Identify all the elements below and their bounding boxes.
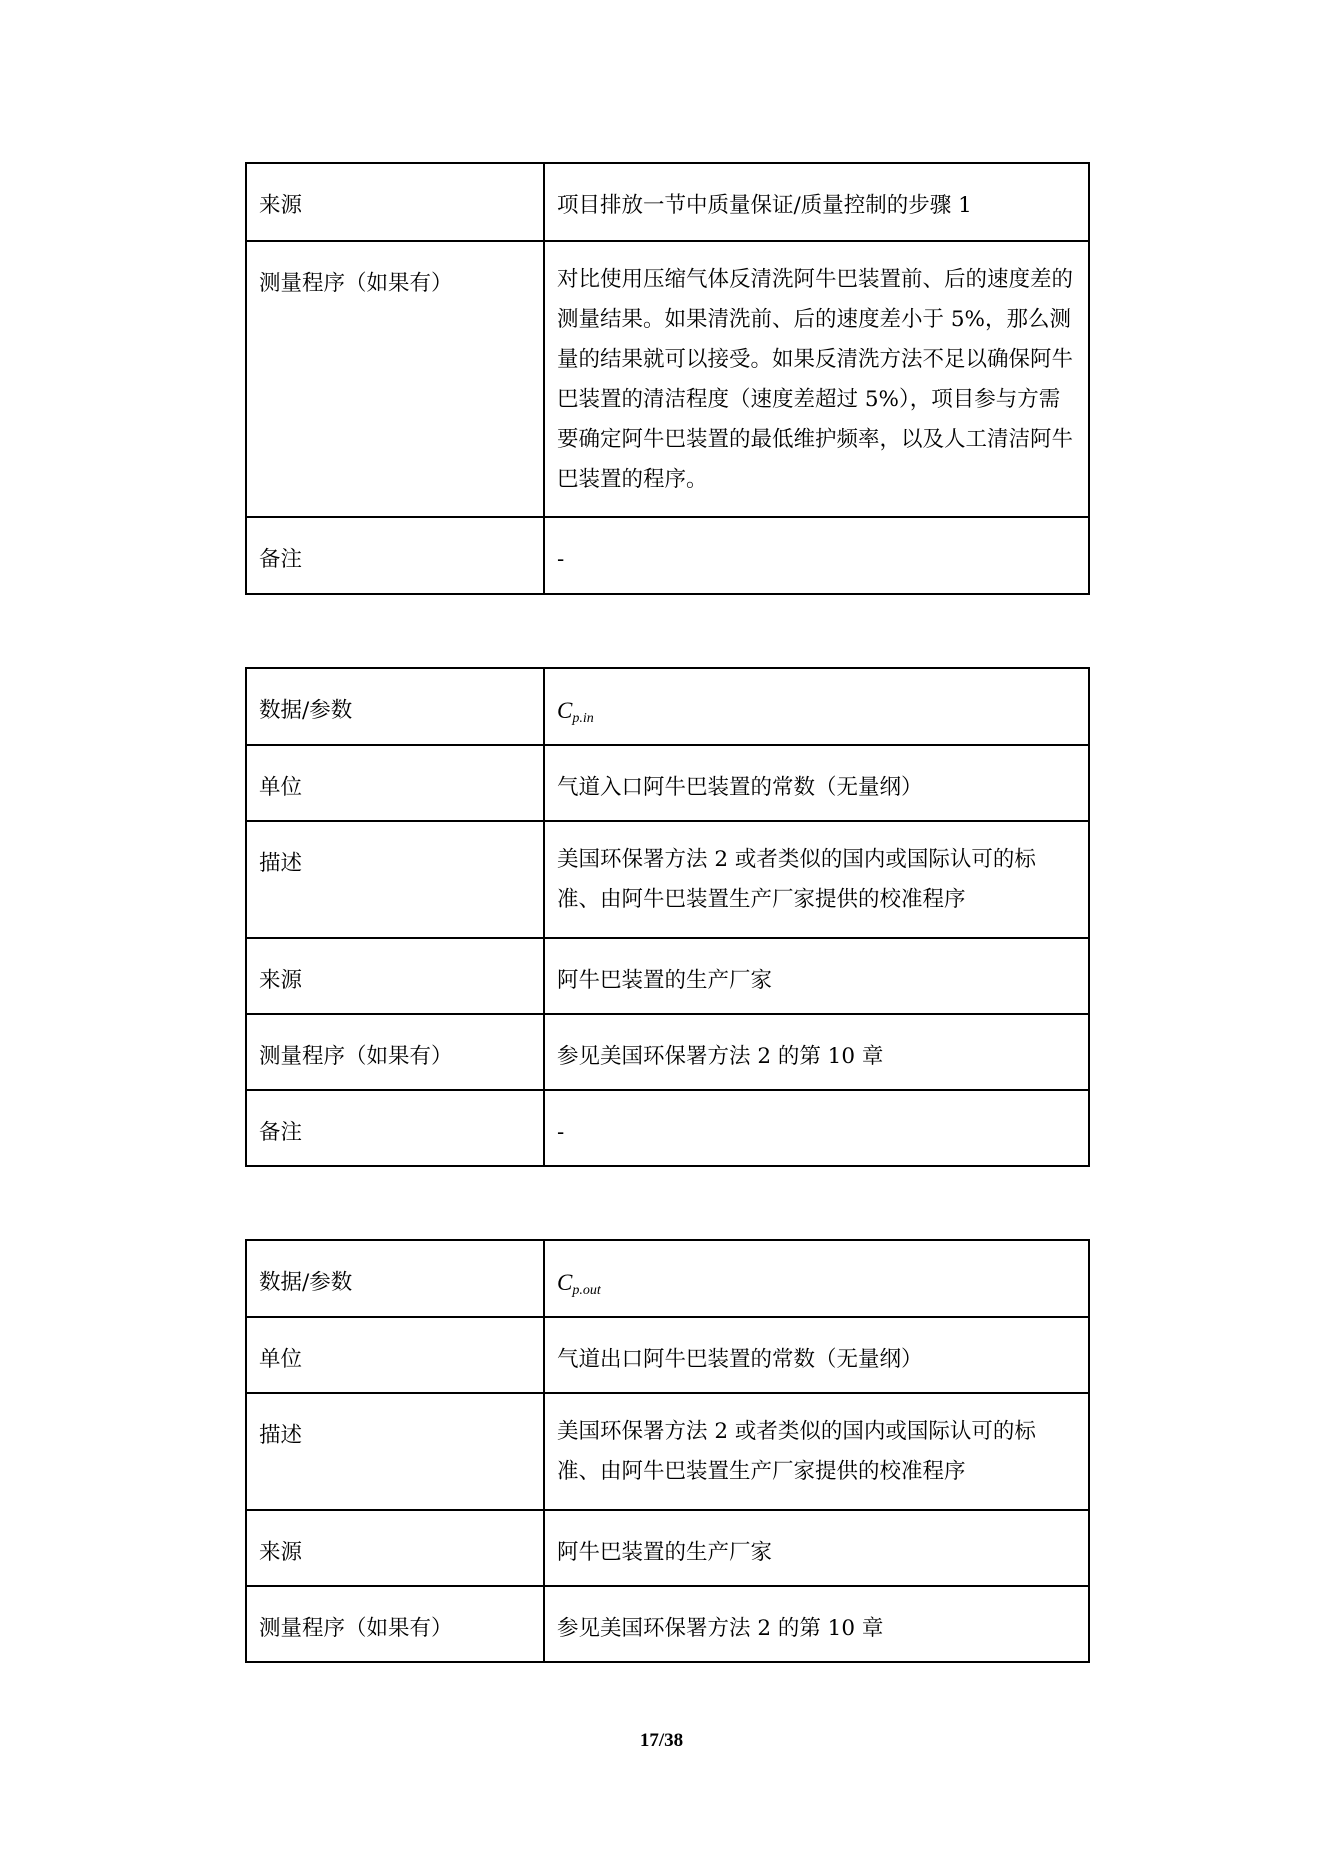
table-row [246,1090,1089,1166]
table-row [246,241,1089,517]
table-row [246,821,1089,938]
row-label: 描述 [246,1393,544,1510]
row-label: 备注 [246,517,544,594]
row-value: - [544,1090,1089,1166]
row-label: 单位 [246,745,544,821]
page-number: 17/38 [639,1730,684,1751]
param-symbol: $C_{p.out}$ [544,1240,1089,1317]
row-value: 气道入口阿牛巴装置的常数（无量纲） [544,745,1089,821]
table-row [246,938,1089,1014]
table-row [246,1317,1089,1393]
row-value: - [544,517,1089,594]
table-row [246,1586,1089,1662]
row-value: 对比使用压缩气体反清洗阿牛巴装置前、后的速度差的测量结果。如果清洗前、后的速度差小于 5%，那么测量的结果就可以接受。如果反清洗方法不足以确保阿牛巴装置的清洁程度（速度差超过 5%），项目参与方需要确定阿牛巴装置的最低维护频率，以及人工清洁阿牛巴装置的程序。 [544,241,1089,517]
row-label: 来源 [246,163,544,241]
row-label: 测量程序（如果有） [246,1586,544,1662]
row-value: 美国环保署方法 2 或者类似的国内或国际认可的标准、由阿牛巴装置生产厂家提供的校准程序 [544,821,1089,938]
table-row [246,1014,1089,1090]
row-value: 美国环保署方法 2 或者类似的国内或国际认可的标准、由阿牛巴装置生产厂家提供的校准程序 [544,1393,1089,1510]
row-value: 气道出口阿牛巴装置的常数（无量纲） [544,1317,1089,1393]
row-value: 参见美国环保署方法 2 的第 10 章 [544,1586,1089,1662]
parameter-table-1 [245,162,1090,595]
row-label: 来源 [246,1510,544,1586]
table-row [246,668,1089,745]
row-label: 单位 [246,1317,544,1393]
row-value: 阿牛巴装置的生产厂家 [544,938,1089,1014]
row-label: 备注 [246,1090,544,1166]
table-row [246,1510,1089,1586]
table-row [246,745,1089,821]
row-value: 阿牛巴装置的生产厂家 [544,1510,1089,1586]
parameter-table-2 [245,667,1090,1167]
table-row [246,517,1089,594]
parameter-table-3 [245,1239,1090,1663]
row-value: 项目排放一节中质量保证/质量控制的步骤 1 [544,163,1089,241]
param-label: 数据/参数 [246,1240,544,1317]
row-label: 测量程序（如果有） [246,1014,544,1090]
row-value: 参见美国环保署方法 2 的第 10 章 [544,1014,1089,1090]
table-row [246,163,1089,241]
row-label: 测量程序（如果有） [246,241,544,517]
param-label: 数据/参数 [246,668,544,745]
row-label: 来源 [246,938,544,1014]
table-row [246,1393,1089,1510]
table-row [246,1240,1089,1317]
param-symbol: $C_{p.in}$ [544,668,1089,745]
row-label: 描述 [246,821,544,938]
